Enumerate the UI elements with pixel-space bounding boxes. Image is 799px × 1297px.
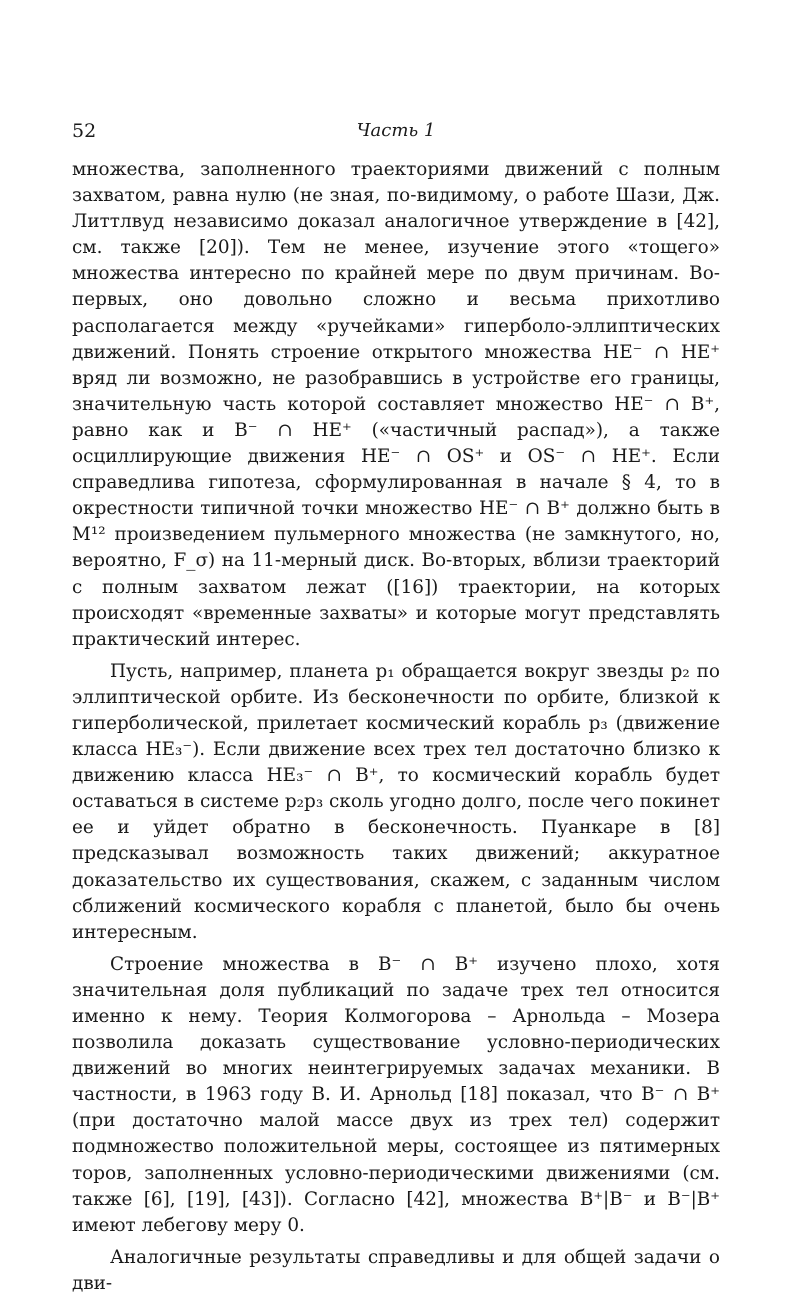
paragraph: Пусть, например, планета p₁ обращается вокруг звезды p₂ по эллиптической орбите. Из бесконечности по орбите, близкой к гиперболической, прилетает космический корабль p₃ (движение класса HE₃⁻). Если движение всех трех тел достаточно близко к движению класса HE₃⁻ ∩ B⁺, то космический корабль будет оставаться в системе p₂p₃ сколь угодно долго, после чего покинет ее и уйдет обратно в бесконечность. Пуанкаре в [8] предсказывал возможность таких движений; аккуратное доказательство их существования, скажем, с заданным числом сближений космического корабля с планетой, было бы очень интересным.	[72, 660, 720, 943]
paragraph: множества, заполненного траекториями движений с полным захватом, равна нулю (не зная, по-видимому, о работе Шази, Дж. Литтлвуд независимо доказал аналогичное утверждение в [42], см. также [20]). Тем не менее, изучение этого «тощего» множества интересно по крайней мере по двум причинам. Во-первых, оно довольно сложно и весьма прихотливо располагается между «ручейками» гиперболо-эллиптических движений. Понять строение открытого множества HE⁻ ∩ HE⁺ вряд ли возможно, не разобравшись в устройстве его границы, значительную часть которой составляет множество HE⁻ ∩ B⁺, равно как и B⁻ ∩ HE⁺ («частичный распад»), а также осциллирующие движения HE⁻ ∩ OS⁺ и OS⁻ ∩ HE⁺. Если справедлива гипотеза, сформулированная в начале § 4, то в окрестности типичной точки множество HE⁻ ∩ B⁺ должно быть в M¹² произведением пульмерного множества (не замкнутого, но, вероятно, F_σ) на 11-мерный диск. Во-вторых, вблизи траекторий с полным захватом лежат ([16]) траектории, на которых происходят «временные захваты» и которые могут представлять практический интерес.	[72, 159, 720, 650]
running-head: Часть 1	[356, 120, 436, 141]
paragraph: Строение множества в B⁻ ∩ B⁺ изучено плохо, хотя значительная доля публикаций по задаче трех тел относится именно к нему. Теория Колмогорова – Арнольда – Мозера позволила доказать существование условно-периодических движений во многих неинтегрируемых задачах механики. В частности, в 1963 году В. И. Арнольд [18] показал, что B⁻ ∩ B⁺ (при достаточно малой массе двух из трех тел) содержит подмножество положительной меры, состоящее из пятимерных торов, заполненных условно-периодическими движениями (см. также [6], [19], [43]). Согласно [42], множества B⁺|B⁻ и B⁻|B⁺ имеют лебегову меру 0.	[72, 953, 720, 1236]
page-header	[72, 120, 720, 148]
body-text	[72, 157, 720, 1297]
paragraph: Аналогичные результаты справедливы и для общей задачи о дви-	[72, 1246, 720, 1294]
page-number: 52	[72, 120, 97, 142]
